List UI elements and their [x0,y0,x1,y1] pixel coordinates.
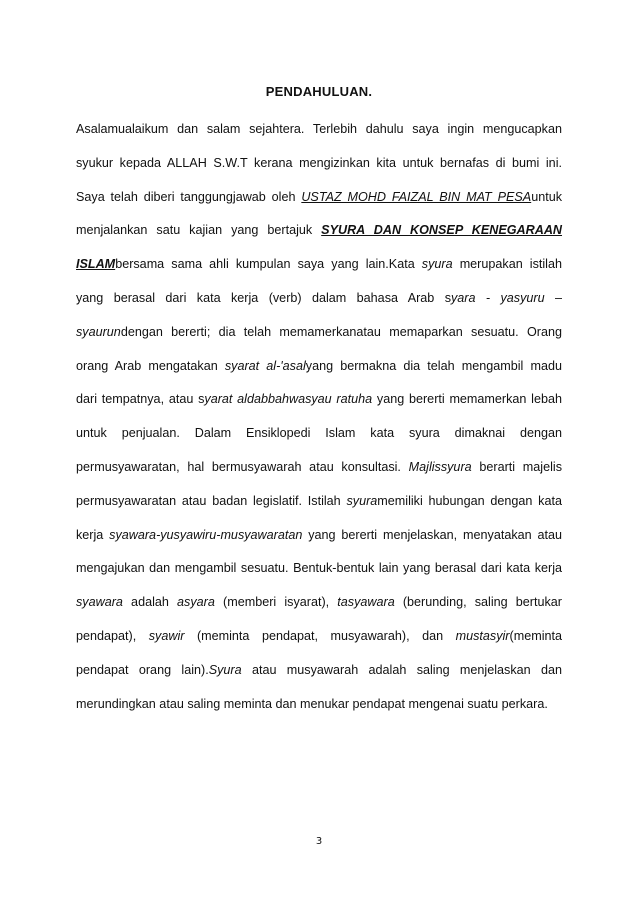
text-segment: permusyawaratan, hal bermusyawarah atau konsultasi. [76,460,409,474]
text-segment: memiliki hubungan dengan kata [377,493,562,508]
text-line [76,696,562,712]
text-line [76,189,562,205]
text-segment: permusyawaratan atau badan legislatif. Istilah [76,493,347,508]
text-segment: menjalankan satu kajian yang bertajuk [76,223,322,238]
text-line [76,560,562,576]
text-line [76,628,562,644]
text-segment: SYURA DAN KONSEP KENEGARAAN [321,223,563,238]
text-segment: – [544,291,562,305]
text-segment: yang bermakna dia telah mengambil madu [305,358,562,373]
text-segment: mustasyir [455,629,510,643]
text-segment: pendapat orang lain). [76,662,209,677]
text-segment: USTAZ MOHD FAIZAL BIN MAT PESA [301,189,532,204]
text-segment: (memberi isyarat), [214,595,338,610]
text-segment: Majlissyura [408,460,472,474]
text-segment: (meminta pendapat, musyawarah), dan [184,629,456,643]
text-segment: adalah [122,595,178,610]
text-segment: kerja [76,527,110,542]
text-segment: (berunding, saling bertukar [394,595,562,610]
text-segment: untuk [531,189,562,204]
text-line [76,594,562,610]
text-segment: asyara [177,595,215,610]
text-segment: (meminta [509,629,562,643]
text-segment: yang bererti menjelaskan, menyatakan atau [302,527,563,542]
text-segment: syawara-yusyawiru-musyawaratan [109,527,303,542]
text-segment: syukur kepada ALLAH S.W.T kerana mengizinkan kita untuk bernafas di bumi ini. [76,155,562,170]
text-line [76,121,562,137]
text-line [76,155,562,171]
text-segment: syarat al-'asal [224,358,306,373]
text-segment: tasyawara [337,595,395,610]
text-line [76,425,562,441]
text-line [76,459,562,475]
text-segment: pendapat), [76,629,149,643]
page-title: PENDAHULUAN. [265,84,373,99]
text-line [76,358,562,374]
text-segment: yara - yasyuru [451,291,545,305]
text-line [76,662,562,678]
text-line [76,527,562,543]
text-segment: Syura [208,662,242,677]
text-line [76,290,562,306]
text-segment: Asalamualaikum dan salam sejahtera. Terlebih dahulu saya ingin mengucapkan [76,122,562,136]
text-segment: atau musyawarah adalah saling menjelaskan dan [241,662,562,677]
text-line [76,324,562,340]
text-segment: merupakan istilah [452,257,562,272]
page-number: 3 [315,836,323,847]
text-segment: dengan bererti; dia telah memamerkanatau memaparkan sesuatu. Orang [120,324,562,339]
text-segment: mengajukan dan mengambil sesuatu. Bentuk-bentuk lain yang berasal dari kata kerja [76,561,562,576]
text-segment: yarat aldabbahwasyau ratuha [204,392,373,407]
text-line [76,222,562,238]
text-segment: syura [421,257,453,272]
text-segment: dari tempatnya, atau s [76,392,205,407]
text-line [76,493,562,509]
text-segment: syura [346,493,378,508]
text-segment: orang Arab mengatakan [76,358,225,373]
text-segment: syawir [148,629,185,643]
text-segment: berarti majelis [471,460,562,474]
text-line [76,391,562,407]
text-segment: syaurun [76,324,121,339]
text-line [76,256,562,272]
text-segment: yang berasal dari kata kerja (verb) dalam bahasa Arab s [76,291,451,305]
text-segment: ISLAM [76,257,116,272]
text-segment: yang bererti memamerkan lebah [372,392,562,407]
text-segment: Saya telah diberi tanggungjawab oleh [76,189,302,204]
text-segment: syawara [76,595,123,610]
text-segment: merundingkan atau saling meminta dan menukar pendapat mengenai suatu perkara. [76,696,548,711]
text-segment: bersama sama ahli kumpulan saya yang lain.Kata [115,257,422,272]
text-segment: untuk penjualan. Dalam Ensiklopedi Islam kata syura dimaknai dengan [76,426,562,441]
